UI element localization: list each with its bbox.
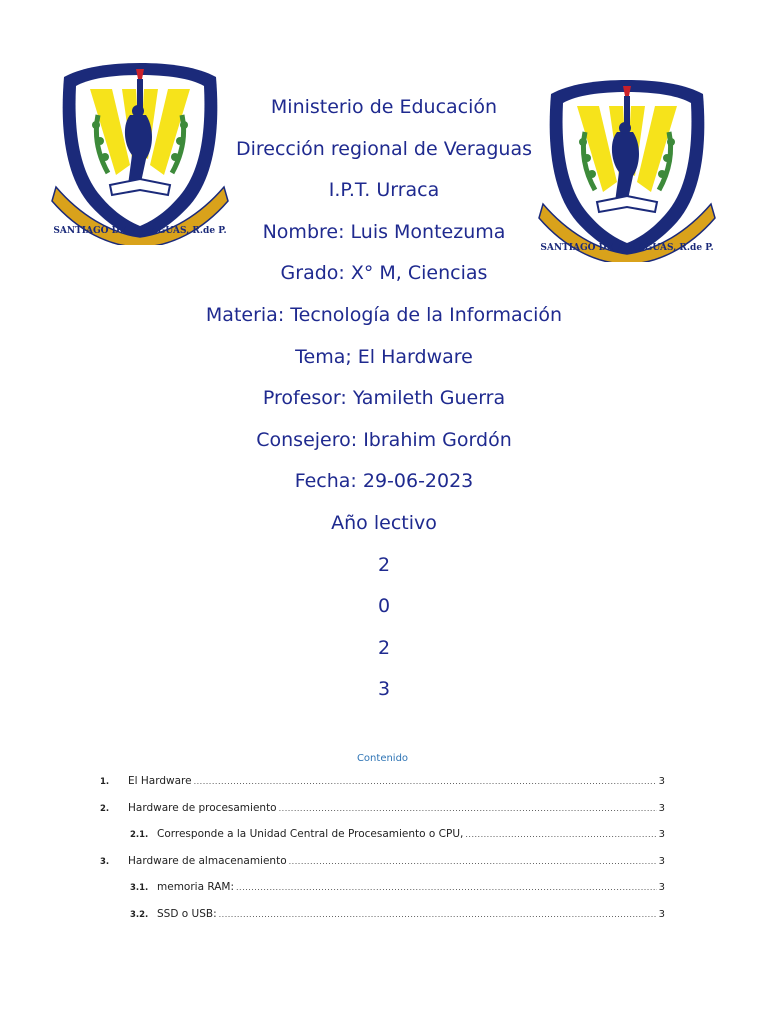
toc-dot-leader: [465, 822, 656, 849]
toc-entry-number: 2.: [100, 803, 110, 814]
ministry-line: Ministerio de Educación: [270, 96, 498, 118]
toc-entry-page: 3: [658, 776, 665, 787]
cover-title-block: [0, 87, 768, 711]
toc-dot-leader: [279, 796, 657, 823]
toc-entry-label: El Hardware: [128, 775, 192, 787]
toc-entry-number: 3.: [100, 856, 110, 867]
toc-entry-number: 1.: [100, 777, 110, 787]
toc-entry[interactable]: [100, 768, 665, 795]
subject-line: Materia: Tecnología de la Información: [205, 303, 563, 326]
school-year-line: Año lectivo: [331, 511, 437, 534]
toc-entry-page: 3: [658, 908, 665, 920]
toc-dot-leader: [219, 902, 657, 929]
toc-entry[interactable]: [100, 901, 665, 928]
regional-direction-line: Dirección regional de Veraguas: [235, 137, 533, 160]
year-digit: 3: [377, 678, 391, 701]
toc-entry[interactable]: [100, 874, 665, 901]
toc-entry-page: 3: [658, 829, 665, 840]
table-of-contents: [100, 750, 665, 927]
toc-dot-leader: [194, 769, 657, 796]
year-digit: 0: [377, 595, 391, 618]
toc-entry-page: 3: [658, 855, 665, 867]
year-digit: 2: [377, 636, 391, 659]
teacher-line: Profesor: Yamileth Guerra: [262, 387, 506, 410]
toc-entry-label: Hardware de almacenamiento: [128, 854, 287, 867]
toc-dot-leader: [236, 875, 657, 902]
toc-entry[interactable]: [100, 821, 665, 848]
year-digit: 2: [377, 553, 391, 576]
toc-entry-page: 3: [658, 802, 665, 814]
student-name-line: Nombre: Luis Montezuma: [262, 220, 506, 243]
toc-dot-leader: [289, 849, 657, 876]
counselor-line: Consejero: Ibrahim Gordón: [256, 428, 512, 451]
topic-line: Tema; El Hardware: [295, 345, 473, 368]
toc-heading: Contenido: [356, 753, 409, 764]
toc-entry-label: SSD o USB:: [157, 907, 217, 920]
toc-entry-label: Corresponde a la Unidad Central de Procesamiento o CPU,: [157, 828, 464, 840]
grade-line: Grado: X° M, Ciencias: [280, 262, 488, 285]
toc-entry-number: 3.2.: [130, 909, 149, 920]
toc-entry-number: 2.1.: [130, 830, 149, 840]
toc-entry-label: memoria RAM:: [157, 881, 234, 893]
toc-entry-number: 3.1.: [130, 883, 149, 893]
toc-entry-label: Hardware de procesamiento: [128, 801, 277, 814]
svg-text:SANTIAGO DE VERAGUAS, R.de P.: SANTIAGO DE VERAGUAS, R.de P.: [540, 243, 714, 253]
date-line: Fecha: 29-06-2023: [294, 470, 474, 493]
school-name-line: I.P.T. Urraca: [328, 179, 440, 202]
svg-text:SANTIAGO DE VERAGUAS, R.de P.: SANTIAGO DE VERAGUAS, R.de P.: [53, 226, 227, 236]
toc-entry[interactable]: [100, 795, 665, 822]
toc-entry-page: 3: [658, 882, 665, 893]
toc-entry[interactable]: [100, 848, 665, 875]
